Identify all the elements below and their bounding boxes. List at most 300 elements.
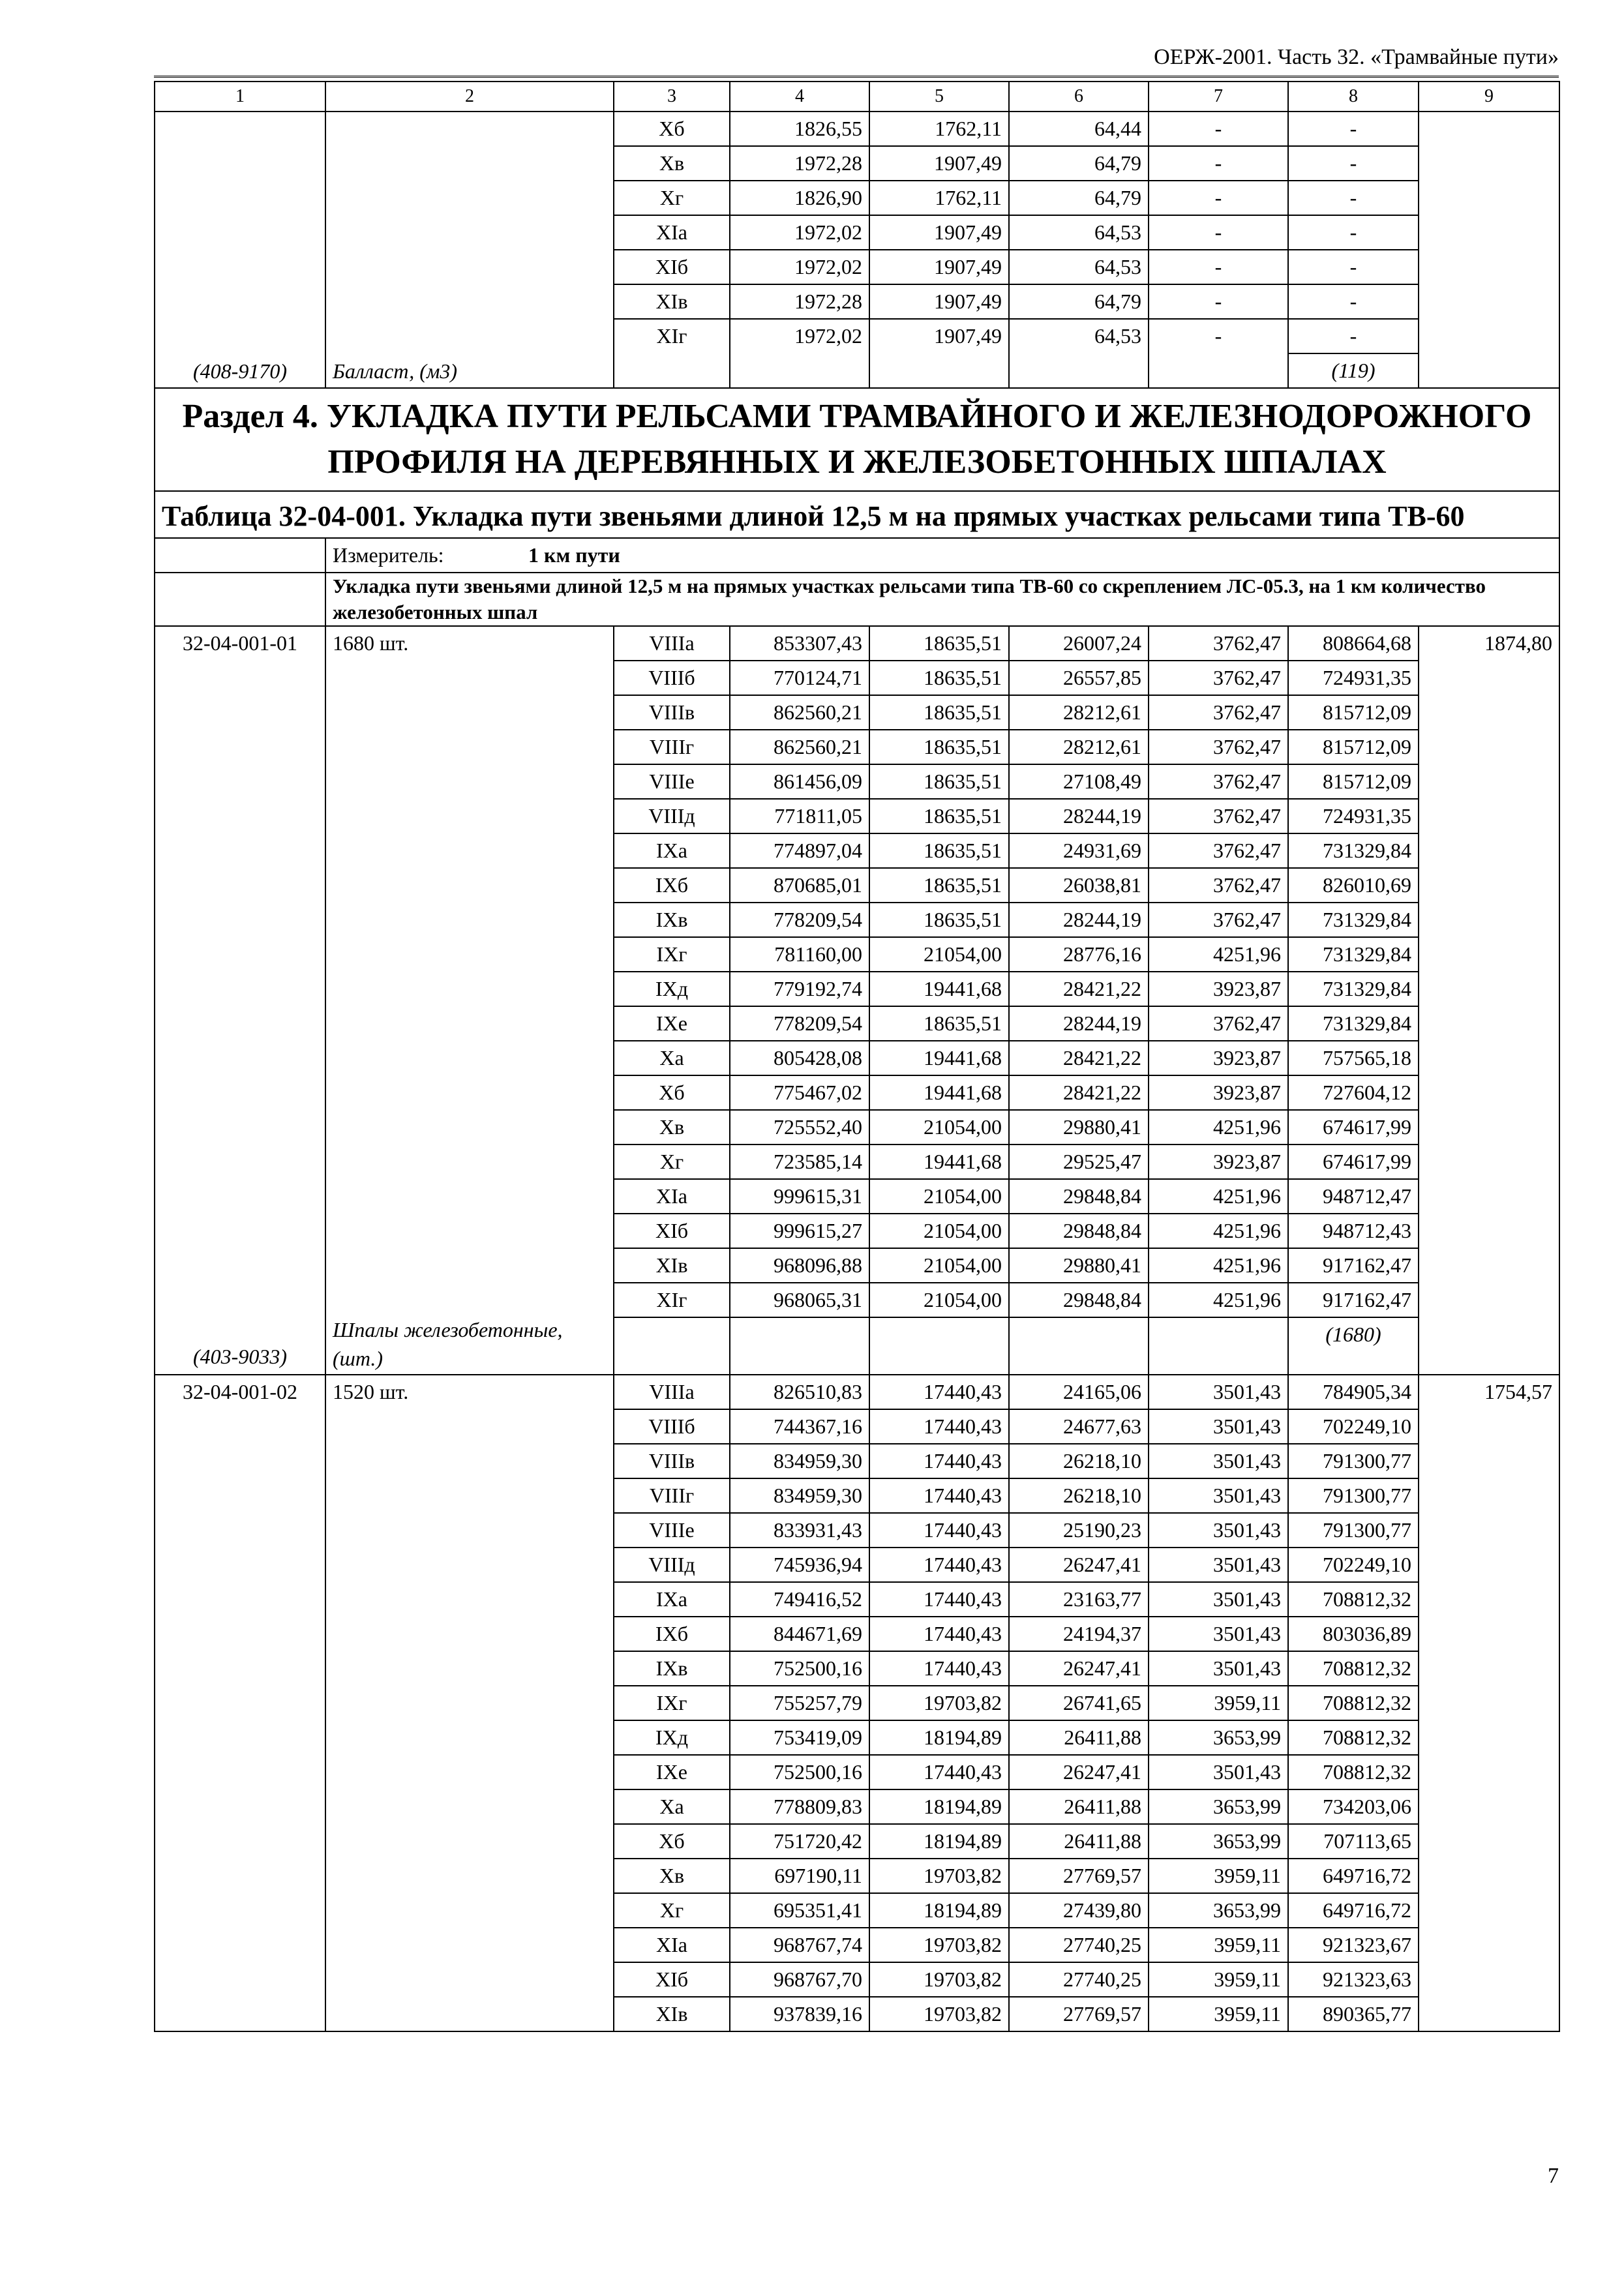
zone-cell: Xб <box>614 112 730 146</box>
machines-cell: 28776,16 <box>1009 937 1149 972</box>
zone-cell: IXа <box>614 1582 730 1617</box>
materials-cell: 674617,99 <box>1288 1144 1419 1179</box>
total-cost-cell: 745936,94 <box>730 1548 869 1582</box>
materials-cell: 724931,35 <box>1288 661 1419 695</box>
total-cost-cell: 968096,88 <box>730 1248 869 1283</box>
machinists-wages-cell: 4251,96 <box>1149 1248 1288 1283</box>
column-number: 3 <box>614 82 730 112</box>
resource-name: Балласт, (м3) <box>325 112 614 388</box>
machines-cell: 64,44 <box>1009 112 1149 146</box>
column-number: 1 <box>155 82 325 112</box>
machinists-wages-cell: 4251,96 <box>1149 1110 1288 1144</box>
total-cost-cell: 805428,08 <box>730 1041 869 1075</box>
machinists-wages-cell: 3762,47 <box>1149 626 1288 661</box>
zone-cell: XIб <box>614 250 730 284</box>
zone-cell: Xа <box>614 1789 730 1824</box>
wages-cell: 18635,51 <box>869 626 1009 661</box>
machinists-wages-cell: 4251,96 <box>1149 1283 1288 1317</box>
zone-cell: XIг <box>614 319 730 388</box>
zone-cell: IXб <box>614 1617 730 1651</box>
machines-cell: 26247,41 <box>1009 1755 1149 1789</box>
materials-cell: 948712,47 <box>1288 1179 1419 1214</box>
wages-cell: 18635,51 <box>869 799 1009 833</box>
total-cost-cell: 826510,83 <box>730 1375 869 1409</box>
resource-name: Шпалы железобетонные, (шт.) <box>333 1318 563 1370</box>
total-cost-cell: 751720,42 <box>730 1824 869 1859</box>
machinists-wages-cell: 3923,87 <box>1149 1041 1288 1075</box>
wages-cell: 17440,43 <box>869 1444 1009 1478</box>
machinists-wages-cell: 3501,43 <box>1149 1755 1288 1789</box>
total-cost-cell: 753419,09 <box>730 1720 869 1755</box>
zone-cell: VIIIе <box>614 1513 730 1548</box>
total-cost-cell: 1826,55 <box>730 112 869 146</box>
wages-cell: 17440,43 <box>869 1513 1009 1548</box>
machines-cell: 28421,22 <box>1009 1041 1149 1075</box>
materials-cell: 707113,65 <box>1288 1824 1419 1859</box>
empty-cell <box>614 1317 730 1375</box>
wages-cell: 18194,89 <box>869 1824 1009 1859</box>
rate-qty: 1520 шт. <box>333 1380 409 1403</box>
total-cost-cell: 771811,05 <box>730 799 869 833</box>
machinists-wages-cell: 3501,43 <box>1149 1444 1288 1478</box>
machines-cell: 27439,80 <box>1009 1893 1149 1928</box>
machinists-wages-cell: 3959,11 <box>1149 1962 1288 1997</box>
materials-cell: 731329,84 <box>1288 1006 1419 1041</box>
zone-cell: XIа <box>614 215 730 250</box>
machines-cell: 24194,37 <box>1009 1617 1149 1651</box>
total-cost-cell: 862560,21 <box>730 730 869 764</box>
machinists-wages-cell: 3501,43 <box>1149 1617 1288 1651</box>
total-cost-cell: 774897,04 <box>730 833 869 868</box>
total-cost-cell: 999615,31 <box>730 1179 869 1214</box>
materials-cell: 948712,43 <box>1288 1214 1419 1248</box>
wages-cell: 18635,51 <box>869 695 1009 730</box>
materials-cell: - <box>1288 215 1419 250</box>
total-cost-cell: 749416,52 <box>730 1582 869 1617</box>
total-cost-cell: 752500,16 <box>730 1651 869 1686</box>
total-cost-cell: 695351,41 <box>730 1893 869 1928</box>
wages-cell: 19441,68 <box>869 1075 1009 1110</box>
rate-code: 32-04-001-02 <box>183 1380 297 1403</box>
wages-cell: 1762,11 <box>869 112 1009 146</box>
wages-cell: 17440,43 <box>869 1478 1009 1513</box>
machinists-wages-cell: 3923,87 <box>1149 972 1288 1006</box>
materials-cell: 724931,35 <box>1288 799 1419 833</box>
zone-cell: Xв <box>614 1110 730 1144</box>
machinists-wages-cell: 3653,99 <box>1149 1789 1288 1824</box>
zone-cell: VIIIд <box>614 1548 730 1582</box>
zone-cell: XIв <box>614 1248 730 1283</box>
materials-cell: 649716,72 <box>1288 1859 1419 1893</box>
column-number: 9 <box>1419 82 1559 112</box>
total-cost-cell: 697190,11 <box>730 1859 869 1893</box>
zone-cell: VIIIб <box>614 661 730 695</box>
machines-cell: 28244,19 <box>1009 903 1149 937</box>
wages-cell: 19703,82 <box>869 1928 1009 1962</box>
materials-cell: 917162,47 <box>1288 1248 1419 1283</box>
materials-cell: 808664,68 <box>1288 626 1419 661</box>
materials-cell: - <box>1288 319 1419 353</box>
machines-cell: 27740,25 <box>1009 1962 1149 1997</box>
machines-cell: 29848,84 <box>1009 1214 1149 1248</box>
machinists-wages-cell: 3959,11 <box>1149 1686 1288 1720</box>
wages-cell: 18635,51 <box>869 661 1009 695</box>
rate-qty-cell <box>325 626 614 1375</box>
empty-cell <box>1149 1317 1288 1375</box>
wages-cell: 21054,00 <box>869 1214 1009 1248</box>
resource-code: (403-9033) <box>193 1345 287 1368</box>
machinists-wages-cell: 3959,11 <box>1149 1928 1288 1962</box>
materials-cell: 708812,32 <box>1288 1755 1419 1789</box>
machines-cell: 24677,63 <box>1009 1409 1149 1444</box>
machines-cell: 23163,77 <box>1009 1582 1149 1617</box>
machinists-wages-cell: 4251,96 <box>1149 1214 1288 1248</box>
wages-cell: 18635,51 <box>869 764 1009 799</box>
machines-cell: 25190,23 <box>1009 1513 1149 1548</box>
total-cost-cell: 775467,02 <box>730 1075 869 1110</box>
wages-cell: 21054,00 <box>869 1248 1009 1283</box>
machinists-wages-cell: - <box>1149 284 1288 319</box>
machines-cell: 24165,06 <box>1009 1375 1149 1409</box>
zone-cell: Xв <box>614 146 730 181</box>
resource-qty: (119) <box>1288 353 1419 388</box>
measure-row <box>155 538 1559 573</box>
total-cost-cell: 752500,16 <box>730 1755 869 1789</box>
zone-cell: VIIIа <box>614 1375 730 1409</box>
zone-cell: IXб <box>614 868 730 903</box>
wages-cell: 17440,43 <box>869 1375 1009 1409</box>
total-cost-cell: 1972,02 <box>730 215 869 250</box>
machines-cell: 26218,10 <box>1009 1478 1149 1513</box>
zone-cell: Xа <box>614 1041 730 1075</box>
wages-cell: 18194,89 <box>869 1893 1009 1928</box>
machinists-wages-cell: 3762,47 <box>1149 764 1288 799</box>
machines-cell: 26741,65 <box>1009 1686 1149 1720</box>
materials-cell: 708812,32 <box>1288 1651 1419 1686</box>
wages-cell: 19441,68 <box>869 1041 1009 1075</box>
zone-cell: IXг <box>614 937 730 972</box>
wages-cell: 17440,43 <box>869 1582 1009 1617</box>
machines-cell: 26247,41 <box>1009 1548 1149 1582</box>
materials-cell: 708812,32 <box>1288 1582 1419 1617</box>
zone-cell: IXв <box>614 903 730 937</box>
wages-cell: 1907,49 <box>869 284 1009 319</box>
machines-cell: 26411,88 <box>1009 1789 1149 1824</box>
machines-cell: 28421,22 <box>1009 972 1149 1006</box>
machines-cell: 28244,19 <box>1009 1006 1149 1041</box>
wages-cell: 19703,82 <box>869 1859 1009 1893</box>
machinists-wages-cell: - <box>1149 250 1288 284</box>
materials-cell: 784905,34 <box>1288 1375 1419 1409</box>
zone-cell: XIг <box>614 1283 730 1317</box>
total-cost-cell: 1972,02 <box>730 250 869 284</box>
machines-cell: 64,53 <box>1009 215 1149 250</box>
total-cost-cell: 779192,74 <box>730 972 869 1006</box>
rate-code-cell <box>155 1375 325 2031</box>
rates-table <box>154 81 1560 2032</box>
machinists-wages-cell: 3501,43 <box>1149 1478 1288 1513</box>
materials-cell: - <box>1288 284 1419 319</box>
total-cost-cell: 853307,43 <box>730 626 869 661</box>
wages-cell: 18635,51 <box>869 903 1009 937</box>
materials-cell: 731329,84 <box>1288 833 1419 868</box>
machines-cell: 29525,47 <box>1009 1144 1149 1179</box>
materials-cell: 731329,84 <box>1288 903 1419 937</box>
machinists-wages-cell: 3762,47 <box>1149 730 1288 764</box>
machinists-wages-cell: 3653,99 <box>1149 1893 1288 1928</box>
column-number: 4 <box>730 82 869 112</box>
table-row <box>155 626 1559 661</box>
wages-cell: 17440,43 <box>869 1548 1009 1582</box>
wages-cell: 18194,89 <box>869 1720 1009 1755</box>
zone-cell: VIIIд <box>614 799 730 833</box>
zone-cell: IXе <box>614 1006 730 1041</box>
machines-cell: 28421,22 <box>1009 1075 1149 1110</box>
column-number-row <box>155 82 1559 112</box>
machines-cell: 29848,84 <box>1009 1179 1149 1214</box>
zone-cell: XIв <box>614 1997 730 2031</box>
total-cost-cell: 1972,02 <box>730 319 869 388</box>
zone-cell: VIIIа <box>614 626 730 661</box>
zone-cell: Xг <box>614 1144 730 1179</box>
zone-cell: Xб <box>614 1824 730 1859</box>
machinists-wages-cell: 3762,47 <box>1149 833 1288 868</box>
machinists-wages-cell: 3762,47 <box>1149 661 1288 695</box>
materials-cell: 674617,99 <box>1288 1110 1419 1144</box>
total-cost-cell: 999615,27 <box>730 1214 869 1248</box>
wages-cell: 18635,51 <box>869 833 1009 868</box>
running-title: ОЕРЖ-2001. Часть 32. «Трамвайные пути» <box>1154 45 1559 69</box>
machinists-wages-cell: 4251,96 <box>1149 937 1288 972</box>
table-subtitle: Укладка пути звеньями длиной 12,5 м на прямых участках рельсами типа ТВ-60 со скреплением ЛС-05.3, на 1 км количество железобетонных шпал <box>325 573 1559 626</box>
column-number: 6 <box>1009 82 1149 112</box>
machines-cell: 26218,10 <box>1009 1444 1149 1478</box>
total-cost-cell: 937839,16 <box>730 1997 869 2031</box>
materials-cell: 921323,67 <box>1288 1928 1419 1962</box>
machinists-wages-cell: 3501,43 <box>1149 1513 1288 1548</box>
wages-cell: 19441,68 <box>869 1144 1009 1179</box>
total-cost-cell: 833931,43 <box>730 1513 869 1548</box>
materials-cell: 791300,77 <box>1288 1444 1419 1478</box>
wages-cell: 1907,49 <box>869 319 1009 388</box>
materials-cell: 649716,72 <box>1288 1893 1419 1928</box>
machinists-wages-cell: - <box>1149 215 1288 250</box>
machines-cell: 26557,85 <box>1009 661 1149 695</box>
machines-cell: 28212,61 <box>1009 730 1149 764</box>
materials-cell: 803036,89 <box>1288 1617 1419 1651</box>
machinists-wages-cell: 3653,99 <box>1149 1824 1288 1859</box>
materials-cell: - <box>1288 112 1419 146</box>
materials-cell: 702249,10 <box>1288 1409 1419 1444</box>
table-row <box>155 1375 1559 1409</box>
wages-cell: 17440,43 <box>869 1617 1009 1651</box>
wages-cell: 21054,00 <box>869 1110 1009 1144</box>
machinists-wages-cell: 4251,96 <box>1149 1179 1288 1214</box>
measure-cell <box>325 538 1559 573</box>
wages-cell: 19441,68 <box>869 972 1009 1006</box>
machinists-wages-cell: 3501,43 <box>1149 1651 1288 1686</box>
materials-cell: 815712,09 <box>1288 764 1419 799</box>
machines-cell: 26411,88 <box>1009 1720 1149 1755</box>
materials-cell: 791300,77 <box>1288 1513 1419 1548</box>
subtitle-row <box>155 573 1559 626</box>
column-number: 8 <box>1288 82 1419 112</box>
column-number: 5 <box>869 82 1009 112</box>
machinists-wages-cell: - <box>1149 112 1288 146</box>
materials-cell: - <box>1288 181 1419 215</box>
materials-cell: 815712,09 <box>1288 695 1419 730</box>
materials-cell: 921323,63 <box>1288 1962 1419 1997</box>
total-cost-cell: 844671,69 <box>730 1617 869 1651</box>
zone-cell: IXе <box>614 1755 730 1789</box>
zone-cell: VIIIе <box>614 764 730 799</box>
total-cost-cell: 861456,09 <box>730 764 869 799</box>
zone-cell: IXа <box>614 833 730 868</box>
zone-cell: Xб <box>614 1075 730 1110</box>
machines-cell: 29880,41 <box>1009 1248 1149 1283</box>
empty-cell <box>869 1317 1009 1375</box>
machines-cell: 64,79 <box>1009 181 1149 215</box>
total-cost-cell: 755257,79 <box>730 1686 869 1720</box>
machinists-wages-cell: - <box>1149 181 1288 215</box>
zone-cell: XIа <box>614 1928 730 1962</box>
machinists-wages-cell: 3923,87 <box>1149 1144 1288 1179</box>
machinists-wages-cell: 3501,43 <box>1149 1375 1288 1409</box>
zone-cell: Xг <box>614 181 730 215</box>
empty-cell <box>1009 1317 1149 1375</box>
wages-cell: 18635,51 <box>869 730 1009 764</box>
machines-cell: 64,79 <box>1009 284 1149 319</box>
zone-cell: Xг <box>614 1893 730 1928</box>
machinists-wages-cell: 3959,11 <box>1149 1859 1288 1893</box>
resource-code: (408-9170) <box>155 112 325 388</box>
zone-cell: XIб <box>614 1214 730 1248</box>
machines-cell: 27769,57 <box>1009 1859 1149 1893</box>
table-row <box>155 112 1559 146</box>
total-cost-cell: 770124,71 <box>730 661 869 695</box>
wages-cell: 1907,49 <box>869 215 1009 250</box>
total-cost-cell: 781160,00 <box>730 937 869 972</box>
machines-cell: 28212,61 <box>1009 695 1149 730</box>
resource-qty: (1680) <box>1288 1317 1419 1375</box>
wages-cell: 1762,11 <box>869 181 1009 215</box>
labor-cell: 1754,57 <box>1419 1375 1559 2031</box>
materials-cell: - <box>1288 250 1419 284</box>
total-cost-cell: 834959,30 <box>730 1478 869 1513</box>
wages-cell: 17440,43 <box>869 1409 1009 1444</box>
materials-cell: 708812,32 <box>1288 1686 1419 1720</box>
machines-cell: 29880,41 <box>1009 1110 1149 1144</box>
materials-cell: 917162,47 <box>1288 1283 1419 1317</box>
wages-cell: 21054,00 <box>869 937 1009 972</box>
machines-cell: 64,79 <box>1009 146 1149 181</box>
empty-cell <box>155 538 325 573</box>
machinists-wages-cell: 3762,47 <box>1149 1006 1288 1041</box>
wages-cell: 18194,89 <box>869 1789 1009 1824</box>
rates-table-body <box>155 82 1559 2031</box>
materials-cell: 702249,10 <box>1288 1548 1419 1582</box>
zone-cell: VIIIб <box>614 1409 730 1444</box>
materials-cell: 815712,09 <box>1288 730 1419 764</box>
wages-cell: 18635,51 <box>869 1006 1009 1041</box>
machinists-wages-cell: 3653,99 <box>1149 1720 1288 1755</box>
materials-cell: 731329,84 <box>1288 972 1419 1006</box>
rate-qty: 1680 шт. <box>333 631 409 655</box>
wages-cell: 1907,49 <box>869 146 1009 181</box>
machinists-wages-cell: - <box>1149 319 1288 388</box>
labor-cell <box>1419 112 1559 388</box>
materials-cell: 708812,32 <box>1288 1720 1419 1755</box>
rate-code: 32-04-001-01 <box>183 631 297 655</box>
materials-cell: 734203,06 <box>1288 1789 1419 1824</box>
wages-cell: 21054,00 <box>869 1179 1009 1214</box>
total-cost-cell: 778209,54 <box>730 903 869 937</box>
total-cost-cell: 870685,01 <box>730 868 869 903</box>
materials-cell: 757565,18 <box>1288 1041 1419 1075</box>
total-cost-cell: 862560,21 <box>730 695 869 730</box>
zone-cell: XIа <box>614 1179 730 1214</box>
machines-cell: 27108,49 <box>1009 764 1149 799</box>
wages-cell: 18635,51 <box>869 868 1009 903</box>
empty-cell <box>155 573 325 626</box>
machinists-wages-cell: 3923,87 <box>1149 1075 1288 1110</box>
rate-code-cell <box>155 626 325 1375</box>
zone-cell: VIIIг <box>614 1478 730 1513</box>
machines-cell: 24931,69 <box>1009 833 1149 868</box>
zone-cell: Xв <box>614 1859 730 1893</box>
materials-cell: 727604,12 <box>1288 1075 1419 1110</box>
machines-cell: 26411,88 <box>1009 1824 1149 1859</box>
wages-cell: 17440,43 <box>869 1755 1009 1789</box>
total-cost-cell: 725552,40 <box>730 1110 869 1144</box>
materials-cell: 890365,77 <box>1288 1997 1419 2031</box>
machinists-wages-cell: 3501,43 <box>1149 1582 1288 1617</box>
machines-cell: 64,53 <box>1009 319 1149 388</box>
rate-qty-cell <box>325 1375 614 2031</box>
zone-cell: VIIIв <box>614 695 730 730</box>
wages-cell: 19703,82 <box>869 1686 1009 1720</box>
zone-cell: IXв <box>614 1651 730 1686</box>
machines-cell: 26007,24 <box>1009 626 1149 661</box>
total-cost-cell: 968767,74 <box>730 1928 869 1962</box>
machinists-wages-cell: 3501,43 <box>1149 1409 1288 1444</box>
materials-cell: 826010,69 <box>1288 868 1419 903</box>
machinists-wages-cell: 3762,47 <box>1149 868 1288 903</box>
total-cost-cell: 1826,90 <box>730 181 869 215</box>
machinists-wages-cell: 3762,47 <box>1149 903 1288 937</box>
total-cost-cell: 723585,14 <box>730 1144 869 1179</box>
wages-cell: 19703,82 <box>869 1962 1009 1997</box>
machinists-wages-cell: - <box>1149 146 1288 181</box>
column-number: 2 <box>325 82 614 112</box>
materials-cell: 791300,77 <box>1288 1478 1419 1513</box>
total-cost-cell: 968065,31 <box>730 1283 869 1317</box>
zone-cell: XIб <box>614 1962 730 1997</box>
total-cost-cell: 834959,30 <box>730 1444 869 1478</box>
column-number: 7 <box>1149 82 1288 112</box>
total-cost-cell: 1972,28 <box>730 146 869 181</box>
machines-cell: 26038,81 <box>1009 868 1149 903</box>
table-title: Таблица 32-04-001. Укладка пути звеньями длиной 12,5 м на прямых участках рельсами типа ТВ-60 <box>155 491 1559 538</box>
machines-cell: 27740,25 <box>1009 1928 1149 1962</box>
materials-cell: 731329,84 <box>1288 937 1419 972</box>
total-cost-cell: 968767,70 <box>730 1962 869 1997</box>
wages-cell: 19703,82 <box>869 1997 1009 2031</box>
section-title: Раздел 4. УКЛАДКА ПУТИ РЕЛЬСАМИ ТРАМВАЙНОГО И ЖЕЛЕЗНОДОРОЖНОГО ПРОФИЛЯ НА ДЕРЕВЯННЫХ И ЖЕЛЕЗОБЕТОННЫХ ШПАЛАХ <box>155 388 1559 491</box>
empty-cell <box>730 1317 869 1375</box>
zone-cell: IXг <box>614 1686 730 1720</box>
machines-cell: 29848,84 <box>1009 1283 1149 1317</box>
